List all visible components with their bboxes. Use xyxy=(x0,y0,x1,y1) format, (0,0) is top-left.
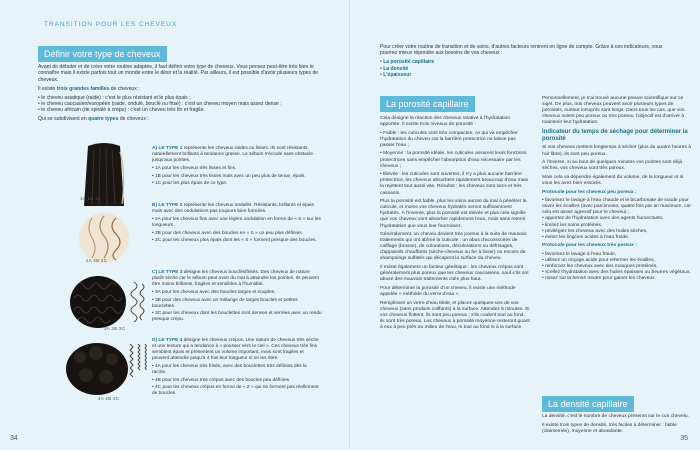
type2-b: • 2B pour des cheveux avec des boucles en « S » un peu plus définies. xyxy=(152,230,304,236)
type3-a: • 3A pour les cheveux avec des boucles larges et souples. xyxy=(152,289,276,295)
type3-block xyxy=(152,270,322,325)
family-asian: • le cheveu asiatique (raide) : c'est le plus résistant et le plus épais ; xyxy=(38,94,191,101)
density-text: La densité, c'est le nombre de cheveux présents sur le cuir chevelu. xyxy=(542,414,689,419)
page-number-left: 34 xyxy=(10,435,18,442)
type4-block xyxy=(152,338,322,399)
caption-type3: 3A 3B 3C xyxy=(104,326,126,331)
porosity-intro: Cela désigne la réaction des cheveux relative à l'hydratation apportée. Il existe trois niveaux de porosité : xyxy=(380,116,511,128)
porosity-p1: Plus la porosité est faible, plus les soins auront du mal à pénétrer la cuticule, et moins vos cheveux hydratés seront suffisamment hydratés. À l'inverse, plus la porosité est élevée et plus cela signifie que vos cheveux vont absorber rapidement l'eau, mais sans retenir l'hydratation que vous leur fournissez. xyxy=(380,199,527,229)
type2-block xyxy=(152,203,322,246)
type4-c: • 4C pour les cheveux crépus en forme de « Z » qui ne forment pas réellement de boucles. xyxy=(152,385,319,397)
protocol-low-item: • privilégiez les cheveux avec des huiles sèches, xyxy=(542,228,648,234)
factor-thickness: • L'épaisseur xyxy=(380,72,412,79)
drying-p8: À l'inverse, si au bout de quelques minutes vos pointes sont déjà sèches, vos cheveux sont très poreux. xyxy=(542,160,683,172)
type3-b: • 3B pour des cheveux avec un mélange de larges boucles et petites bouclettes. xyxy=(152,297,298,309)
caption-type1: 1A 1B 1C xyxy=(80,196,102,201)
type3-c: • 3C pour les cheveux dont les bouclettes sont denses et serrées avec un rendu presque crépu. xyxy=(152,311,322,323)
right-intro xyxy=(380,44,680,81)
protocol-low-item: • favorisez le lavage à l'eau chaude et le bicarbonate de soude pour ouvrir les écailles (avec parcimonie, quatre fois par an maximum, car cela est assez agressif pour le cheveu) ; xyxy=(542,198,691,216)
protocol-low-item: • évitez les lingcies acides à l'eau froide. xyxy=(542,234,630,240)
type1-a: • 1A pour les cheveux très lisses et fins. xyxy=(152,165,237,171)
intro-paragraph: Avant de débuter et de créer votre routine adaptée, il faut définir votre type de cheveux. Vous pensez peut-être très bien le connaître mais il existe parfois tout un monde entre le désir et la réalité. Par ailleurs, il est possible d'avoir plusieurs types de cheveux. xyxy=(38,64,319,83)
right-page xyxy=(350,0,700,450)
hair-type2-image xyxy=(70,210,138,280)
protocol-low-item: • limitez les soins protéinés, xyxy=(542,222,603,228)
protocol-high-item: • utilisez un rinçage acide pour refermer les écailles, xyxy=(542,257,655,263)
porosity-p3: Il existe également un facteur génétique : les cheveux crépus sont généralement plus poreux que les cheveux caucasiens, sauf s'ils ont abusé des mauvais traitements cités plus haut. xyxy=(380,265,529,283)
porosity-low: • Faible : les cuticules sont très compactes, ce qui va empêcher l'hydratation du cheveu car la barrière protectrice ne laisse pas passer l'eau ; xyxy=(380,130,518,148)
type4-description: D) LE TYPE 4 désigne les cheveux crépus. Une nature de cheveux très sèche et une texture qui a tendance à « pousser vers le ciel ». Ces cheveux très fins semblent épais et présentent un volume important, mais sont fragiles et peuvent atteindre jusqu'à 4 fois leur longueur si on les étire. xyxy=(152,338,319,361)
porosity-p6: Personnellement, je n'ai trouvé aucune preuve scientifique sur ce sujet. De plus, nos cheveux peuvent avoir plusieurs types de porosités, surtout lorsqu'ils sont longs. Dans tous les cas, que vos cheveux soient peu poreux ou très poreux, l'objectif est d'arriver à maintenir leur hydratation. xyxy=(542,96,685,126)
protocol-high-item: • misez sur la henné neutre pour gainer les cheveux. xyxy=(542,276,656,282)
porosity-medium: • Moyenne : la porosité idéale, les cuticules assurent leurs fonctions protectrices sans empêcher l'absorption d'eau nécessaire par les cheveux ; xyxy=(380,151,527,169)
hair-type4-image xyxy=(66,343,128,395)
drying-indicator-title: Indicateur du temps de séchage pour déterminer la porosité xyxy=(542,128,688,142)
family-caucasian: • le cheveu caucasien/européen (raide, ondulé, bouclé ou frisé) : c'est un cheveu moyen mais assez dense ; xyxy=(38,101,282,108)
type1-c: • 1C pour les plus épais de ce type. xyxy=(152,181,228,187)
type1-b: • 1B pour les cheveux très lisses mais avec un peu plus de tenue, épais. xyxy=(152,173,306,179)
porosity-column xyxy=(380,116,530,334)
section-title-density: La densité capillaire xyxy=(542,396,634,412)
protocol-high-item: • scellez l'hydratation avec des huiles épaisses ou beurres végétaux, xyxy=(542,270,691,276)
type1-description: A) LE TYPE 1 représente les cheveux raides ou lisses. Ils sont résistants, naturellement brillants à tendance grasse. Le sébum s'écoule sans obstacle jusqu'aux pointes. xyxy=(152,146,313,163)
drying-p9: Mais cela va dépendre également du volume, de la longueur et si vous les avez bien essorés. xyxy=(542,174,684,186)
factor-porosity: • La porosité capillaire xyxy=(380,59,435,66)
porosity-column-2 xyxy=(542,96,692,285)
protocol-high-title: Protocole pour les cheveux très poreux : xyxy=(542,243,637,249)
type4-b: • 4B pour les cheveux très crépus avec des boucles peu définies. xyxy=(152,377,291,383)
protocol-high-item: • renforcez les cheveux avec des masques protéinés, xyxy=(542,264,658,270)
hair-type3-image xyxy=(70,276,126,328)
type3-description: C) LE TYPE 3 désigne les cheveux bouclés/frisés. Des cheveux de nature plutôt sèche car le sébum peut avoir du mal à atteindre les pointes. Ils peuvent être moins brillants, fragiles et sensibles à l'humidité. xyxy=(152,270,319,287)
drying-p7: Si vos cheveux mettent longtemps à sécher (plus de quatre heures à l'air libre), ils sont peu poreux. xyxy=(542,145,691,157)
section-title-hair-type: Définir votre type de cheveux xyxy=(38,46,167,62)
running-header: TRANSITION POUR LES CHEVEUX xyxy=(44,21,178,28)
type2-a: • 2A pour les cheveux fins avec une légère ondulation en forme de « S » sur les longueurs. xyxy=(152,216,321,228)
factor-density: • La densité xyxy=(380,65,409,72)
caption-type4: 4A 4B 4C xyxy=(98,396,120,401)
protocol-low-title: Protocole pour les cheveux peu poreux : xyxy=(542,189,637,195)
left-intro xyxy=(38,64,330,125)
page-number-right: 35 xyxy=(680,435,688,442)
porosity-p4: Pour déterminer la porosité d'un cheveu, il existe une méthode appelée « méthode du verre d'eau ». xyxy=(380,285,516,297)
type2-c: • 2C pour les cheveux plus épais dont les « S » forment presque des boucles. xyxy=(152,238,317,244)
curl-type4-sketch xyxy=(124,340,150,400)
protocol-low-item: • apportez de l'hydratation avec des agents humectants, xyxy=(542,216,664,222)
section-title-porosity: La porosité capillaire xyxy=(380,96,475,112)
porosity-p2: Généralement, un cheveu devient très poreux à la suite de mauvais traitements qui ont abîmé la cuticule : un abus d'accessoires de coiffage (brosse), de colorations, décolorations ou défrisages, d'appareils chauffants (sèche-cheveux ou fer à lisser) ou encore de shampoings sulfatés qui décapent la surface du cheveu. xyxy=(380,232,527,262)
hair-type1-image xyxy=(70,142,138,212)
type4-a: • 4A pour les cheveux très frisés, avec des bouclettes très définies dès la racine. xyxy=(152,363,307,375)
curl-type3-sketch xyxy=(128,278,150,334)
subdivide-line: Qui se subdivisent en quatre types de cheveux : xyxy=(38,116,149,123)
caption-type2: 2A 2B 2C xyxy=(86,258,108,263)
families-line: Il existe trois grandes familles de cheveux : xyxy=(38,85,140,92)
porosity-high: • Élevée : les cuticules sont ouvertes, il n'y a plus aucune barrière protectrice, les cheveux absorbent rapidement beaucoup d'eau mais la rejettent tout aussi vite. Résultat : les cheveux sont secs et très cassants. xyxy=(380,172,529,196)
protocol-high-item: • favorisez le lavage à l'eau froide, xyxy=(542,251,617,257)
density-text-block xyxy=(542,414,692,437)
density-text-2: Il existe trois types de densité, très faciles à déterminer : faible (clairsemée), moyenne et abondante. xyxy=(542,422,677,434)
type1-block xyxy=(152,146,322,189)
factors-intro: Pour créer votre routine de transition et de soins, d'autres facteurs rentrent en ligne de compte. Grâce à ces indicateurs, vous pourrez mieux répondre aux besoins de vos cheveux : xyxy=(380,44,663,57)
type2-description: B) LE TYPE 2 représente les cheveux ondulés. Résistants, brillants et épais mais avec des ondulations pas toujours bien formées. xyxy=(152,203,314,214)
porosity-p5: Remplissez un verre d'eau tiède, et placez quelques-uns de vos cheveux (sans produits coiffants) à la surface. Attendez 5 minutes. Si vos cheveux flottent, ils sont peu poreux ; s'ils coulent tout au fond, ils sont très poreux. Les cheveux à porosité moyenne resteront quant à eux à peu près au milieu de l'eau, ni tout au fond ni à la surface. xyxy=(380,300,530,330)
family-african: • le cheveu africain (de spiralé à crépu) : c'est un cheveu très fin et fragile. xyxy=(38,107,205,114)
